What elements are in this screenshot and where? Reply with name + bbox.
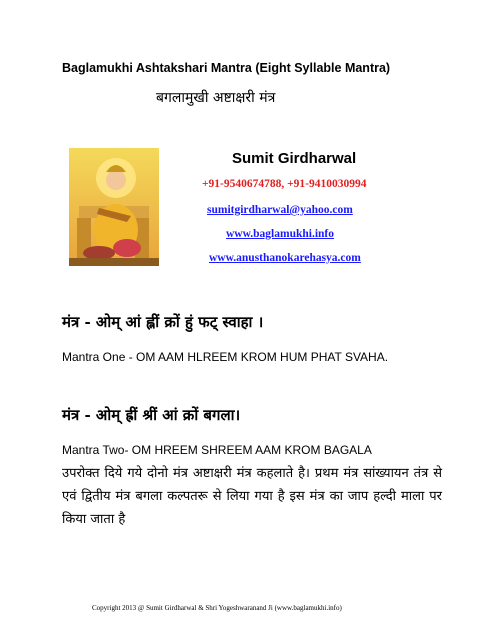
website-link-anusthanokarehasya[interactable]: www.anusthanokarehasya.com: [209, 252, 361, 264]
hindi-title: बगलामुखी अष्टाक्षरी मंत्र: [156, 90, 276, 106]
author-name: Sumit Girdharwal: [232, 150, 357, 167]
description-paragraph: उपरोक्त दिये गये दोनो मंत्र अष्टाक्षरी मंत्र कहलाते है। प्रथम मंत्र सांख्यायन तंत्र से एवं द्वितीय मंत्र बगला कल्पतरू से लिया गया है इस मंत्र का जाप हल्दी माला पर किया जाता है: [62, 466, 442, 527]
phone-numbers: +91-9540674788, +91-9410030994: [202, 178, 367, 190]
mantra-one-devanagari: मंत्र - ओम् आं ह्लीं क्रों हुं फट् स्वाहा ।: [62, 313, 264, 331]
email-link[interactable]: sumitgirdharwal@yahoo.com: [207, 204, 353, 216]
goddess-picture: [69, 148, 159, 266]
mantra-one-transliteration: Mantra One - OM AAM HLREEM KROM HUM PHAT SVAHA.: [62, 350, 389, 364]
copyright-footer: Copyright 2013 @ Sumit Girdharwal & Shri Yogeshwaranand Ji (www.baglamukhi.info): [92, 604, 342, 612]
mantra-two-devanagari: मंत्र - ओम् ह्रीं श्रीं आं क्रों बगला।: [62, 406, 241, 424]
mantra-two-transliteration: Mantra Two- OM HREEM SHREEM AAM KROM BAGALA: [62, 443, 372, 457]
document-title: Baglamukhi Ashtakshari Mantra (Eight Syllable Mantra): [62, 61, 391, 75]
goddess-illustration-icon: [69, 148, 159, 266]
website-link-baglamukhi[interactable]: www.baglamukhi.info: [226, 228, 335, 240]
